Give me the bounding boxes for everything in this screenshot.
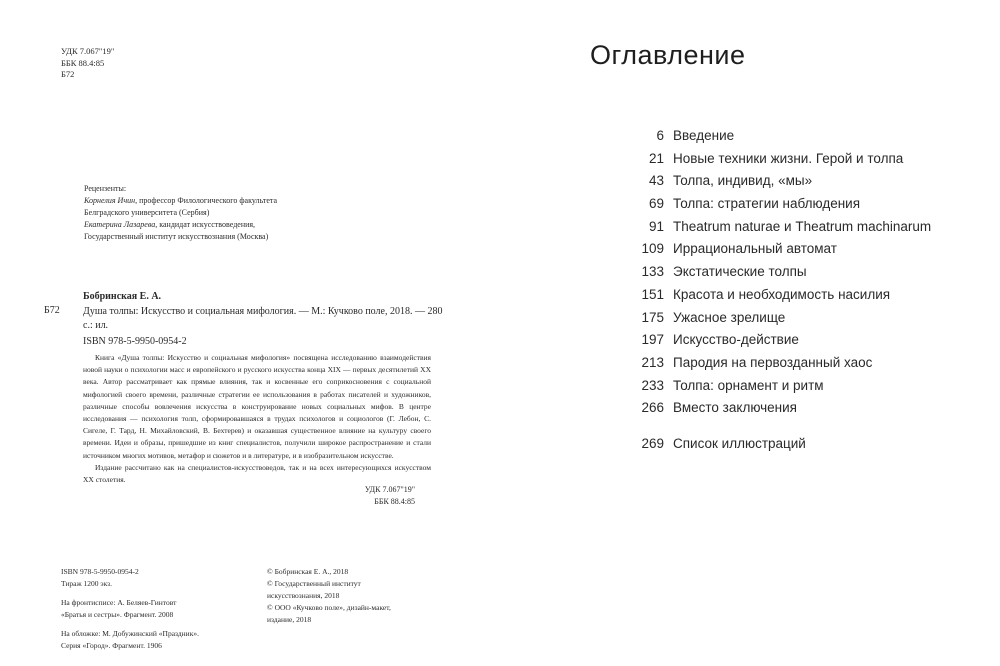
reviewer-name: Корнелия Ичин (84, 196, 136, 205)
copyright-line: издание, 2018 (267, 615, 312, 624)
abstract-paragraph: Книга «Душа толпы: Искусство и социальная мифология» посвящена исследованию взаимодействия новой науки о психологии масс и европейского и русского искусства конца XIX — первых десятилетий XX века. Автор рассматривает как прямые влияния, так и косвенные его соприкосновения с социальной мифологией своего времени, различные стратегии ее использования в работах писателей и художников, различные способы вовлечения искусства в конструирование новых социальных мифов. В центре исследования — психология толп, сформировавшаяся в трудах психологов и социологов (Г. Лебон, С. Сигеле, Г. Тард, Н. Михайловский, В. Бехтерев) и оказавшая существенное влияние на культуру своего времени. Идеи и образы, пришедшие из книг специалистов, получили широкое распространение и стали источником многих мотивов, метафор и сюжетов и в литературе, и в изобразительном искусстве. (83, 353, 431, 460)
toc-entry[interactable] (500, 434, 1000, 457)
cover-credit: Серия «Город». Фрагмент. 1906 (61, 641, 162, 650)
abstract-paragraph: Издание рассчитано как на специалистов-искусствоведов, так и на всех интересующихся искусством XX столетия. (83, 462, 431, 485)
toc-title: Список иллюстраций (673, 435, 806, 451)
toc-title: Пародия на первозданный хаос (673, 354, 873, 370)
toc-page-number: 269 (641, 435, 664, 451)
toc-page-number: 6 (656, 128, 664, 143)
toc-page-number: 151 (641, 286, 664, 302)
udk-code: УДК 7.067"19" (364, 485, 415, 494)
toc-title: Ужасное зрелище (673, 309, 786, 325)
toc-title: Вместо заключения (673, 400, 797, 416)
toc-title: Красота и необходимость насилия (673, 286, 891, 302)
toc-entry[interactable] (500, 285, 1000, 308)
toc-page-number: 21 (648, 150, 664, 166)
toc-page-number: 133 (641, 264, 664, 280)
toc-page-number: 197 (641, 332, 664, 348)
reviewer-line (84, 219, 277, 231)
toc-page-number: 266 (641, 400, 664, 416)
reviewer-line: Белградского университета (Сербия) (84, 208, 210, 217)
toc-entry[interactable] (500, 308, 1000, 331)
toc-title: Экстатические толпы (673, 264, 807, 280)
udk-block-top (61, 46, 114, 81)
reviewer-line (84, 195, 277, 207)
imprint-isbn: ISBN 978-5-9950-0954-2 (61, 567, 139, 576)
toc-title: Введение (673, 128, 735, 143)
reviewer-role: , кандидат искусствоведения, (155, 220, 256, 229)
frontispiece-credit: На фронтисписе: А. Беляев-Гинтовт (61, 598, 177, 607)
copyright-line: © Государственный институт (267, 579, 361, 588)
toc-entry[interactable] (500, 353, 1000, 376)
author-code: Б72 (44, 305, 60, 316)
toc-entry[interactable] (500, 126, 1000, 149)
toc-page-number: 109 (641, 241, 664, 257)
isbn: ISBN 978-5-9950-0954-2 (83, 336, 187, 347)
bbk-code: ББК 88.4:85 (374, 497, 415, 506)
contents-page (500, 0, 1000, 666)
udk-block-bottom (255, 484, 415, 508)
toc-page-number: 233 (641, 377, 664, 393)
copyright-block (267, 566, 437, 626)
toc-entry[interactable] (500, 149, 1000, 172)
toc-entry[interactable] (500, 376, 1000, 399)
copyright-line: © Бобринская Е. А., 2018 (267, 567, 349, 576)
toc-page-number: 91 (648, 218, 664, 234)
udk-code: УДК 7.067"19" (61, 46, 115, 56)
table-of-contents (500, 126, 1000, 457)
cover-credit: На обложке: М. Добужинский «Праздник». (61, 629, 199, 638)
toc-title: Толпа, индивид, «мы» (673, 173, 813, 189)
copyright-line: © ООО «Кучково поле», дизайн-макет, (267, 603, 391, 612)
bbk-code: ББК 88.4:85 (61, 57, 105, 68)
toc-title: Theatrum naturae и Theatrum machinarum (673, 218, 932, 234)
toc-entry[interactable] (500, 239, 1000, 262)
toc-title: Толпа: орнамент и ритм (673, 377, 824, 393)
abstract (83, 352, 431, 486)
author-mark: Б72 (61, 69, 75, 79)
imprint-block (61, 566, 261, 659)
toc-entry[interactable] (500, 171, 1000, 194)
toc-title: Иррациональный автомат (673, 241, 837, 257)
frontispiece-credit: «Братья и сестры». Фрагмент. 2008 (61, 610, 174, 619)
toc-title: Новые техники жизни. Герой и толпа (673, 150, 904, 166)
toc-page-number: 213 (641, 354, 664, 370)
toc-page-number: 43 (648, 173, 664, 189)
toc-entry[interactable] (500, 194, 1000, 217)
reviewers-heading: Рецензенты: (84, 184, 127, 193)
bibliographic-citation: Душа толпы: Искусство и социальная мифология. — М.: Кучково поле, 2018. — 280 с.: ил. (83, 306, 443, 331)
reviewer-line: Государственный институт искусствознания (Москва) (84, 232, 269, 241)
reviewer-name: Екатерина Лазарева (84, 220, 156, 229)
toc-entry[interactable] (500, 217, 1000, 240)
reviewers-block (84, 183, 277, 243)
toc-entry[interactable] (500, 330, 1000, 353)
toc-title: Искусство-действие (673, 332, 799, 348)
toc-page-number: 69 (648, 196, 664, 212)
page-title: Оглавление (590, 40, 746, 70)
copyright-line: искусствознания, 2018 (267, 591, 340, 600)
toc-page-number: 175 (641, 309, 664, 325)
toc-entry[interactable] (500, 398, 1000, 421)
toc-title: Толпа: стратегии наблюдения (673, 196, 861, 212)
toc-entry[interactable] (500, 262, 1000, 285)
print-run: Тираж 1200 экз. (61, 579, 113, 588)
author-name: Бобринская Е. А. (83, 291, 162, 302)
reviewer-role: , профессор Филологического факультета (135, 196, 278, 205)
